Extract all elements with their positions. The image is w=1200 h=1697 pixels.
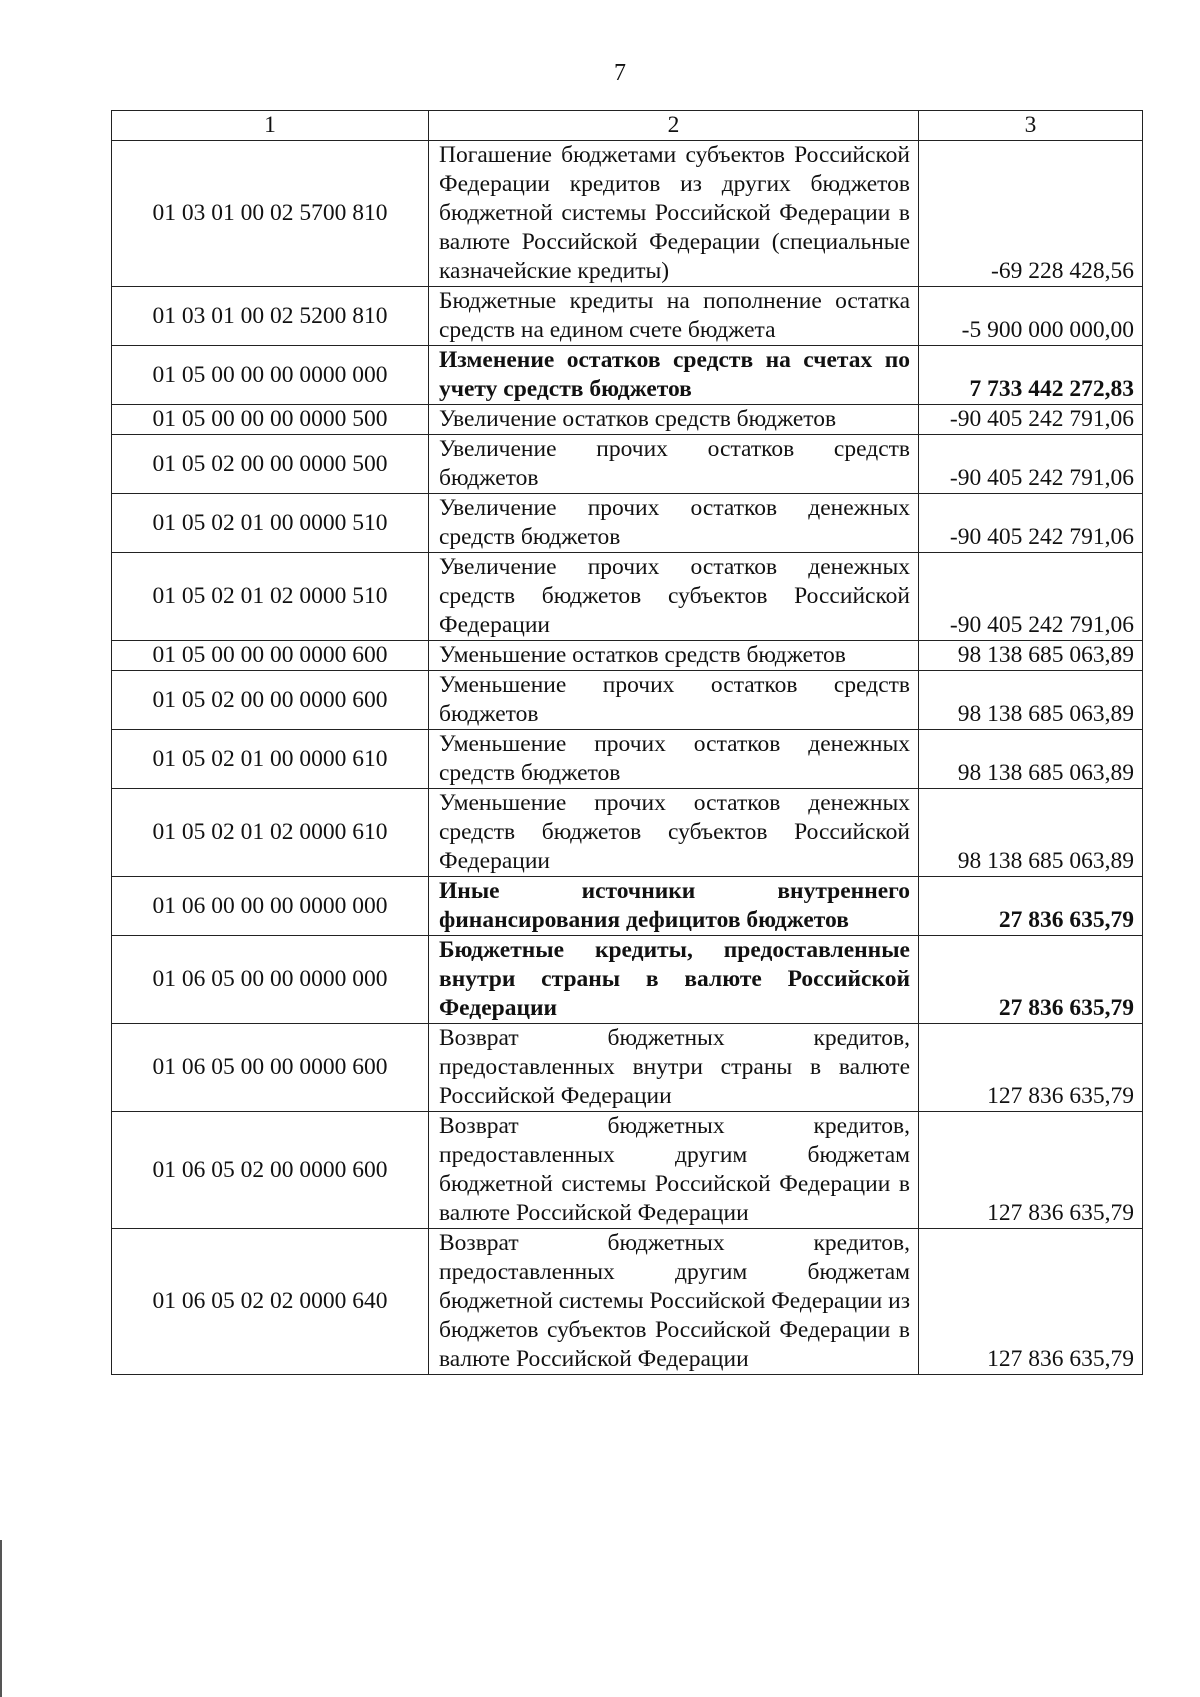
row-amount-cell: 98 138 685 063,89 xyxy=(919,789,1143,877)
row-code-cell: 01 05 00 00 00 0000 600 xyxy=(112,641,429,671)
row-name-cell: Возврат бюджетных кредитов, предоставленных внутри страны в валюте Российской Федерации xyxy=(429,1024,919,1112)
row-amount-cell: 127 836 635,79 xyxy=(919,1112,1143,1229)
row-name-cell: Изменение остатков средств на счетах по учету средств бюджетов xyxy=(429,346,919,405)
row-amount-cell: 7 733 442 272,83 xyxy=(919,346,1143,405)
row-amount-cell: -69 228 428,56 xyxy=(919,141,1143,287)
table-row xyxy=(112,1112,1143,1229)
column-header-name: 2 xyxy=(429,111,919,141)
table-row xyxy=(112,346,1143,405)
row-amount-cell: 27 836 635,79 xyxy=(919,877,1143,936)
row-name-cell: Возврат бюджетных кредитов, предоставленных другим бюджетам бюджетной системы Российской Федерации из бюджетов субъектов Российской Федерации в валюте Российской Федерации xyxy=(429,1229,919,1375)
row-amount-cell: 127 836 635,79 xyxy=(919,1024,1143,1112)
row-name-cell: Бюджетные кредиты, предоставленные внутри страны в валюте Российской Федерации xyxy=(429,936,919,1024)
row-code-cell: 01 03 01 00 02 5700 810 xyxy=(112,141,429,287)
row-amount-cell: 98 138 685 063,89 xyxy=(919,730,1143,789)
table-row xyxy=(112,287,1143,346)
scan-margin-line xyxy=(0,1540,2,1697)
row-code-cell: 01 05 02 00 00 0000 600 xyxy=(112,671,429,730)
row-code-cell: 01 03 01 00 02 5200 810 xyxy=(112,287,429,346)
row-name-cell: Увеличение прочих остатков денежных средств бюджетов субъектов Российской Федерации xyxy=(429,553,919,641)
budget-sources-table xyxy=(111,110,1143,1375)
row-amount-cell: -90 405 242 791,06 xyxy=(919,494,1143,553)
table-row xyxy=(112,553,1143,641)
row-name-cell: Уменьшение прочих остатков средств бюджетов xyxy=(429,671,919,730)
column-header-code: 1 xyxy=(112,111,429,141)
row-name-cell: Возврат бюджетных кредитов, предоставленных другим бюджетам бюджетной системы Российской Федерации в валюте Российской Федерации xyxy=(429,1112,919,1229)
table-row xyxy=(112,141,1143,287)
column-header-amount: 3 xyxy=(919,111,1143,141)
table-row xyxy=(112,730,1143,789)
table-row xyxy=(112,494,1143,553)
table-row xyxy=(112,936,1143,1024)
row-name-cell: Бюджетные кредиты на пополнение остатка средств на едином счете бюджета xyxy=(429,287,919,346)
table-row xyxy=(112,877,1143,936)
row-name-cell: Увеличение остатков средств бюджетов xyxy=(429,405,919,435)
table-row xyxy=(112,789,1143,877)
row-code-cell: 01 05 02 01 02 0000 510 xyxy=(112,553,429,641)
row-name-cell: Уменьшение остатков средств бюджетов xyxy=(429,641,919,671)
row-name-cell: Увеличение прочих остатков денежных средств бюджетов xyxy=(429,494,919,553)
table-row xyxy=(112,405,1143,435)
row-code-cell: 01 06 00 00 00 0000 000 xyxy=(112,877,429,936)
table-header-row xyxy=(112,111,1143,141)
row-code-cell: 01 06 05 02 02 0000 640 xyxy=(112,1229,429,1375)
row-code-cell: 01 06 05 00 00 0000 000 xyxy=(112,936,429,1024)
row-code-cell: 01 05 02 01 00 0000 510 xyxy=(112,494,429,553)
row-name-cell: Увеличение прочих остатков средств бюджетов xyxy=(429,435,919,494)
row-amount-cell: -5 900 000 000,00 xyxy=(919,287,1143,346)
row-amount-cell: -90 405 242 791,06 xyxy=(919,435,1143,494)
table-row xyxy=(112,435,1143,494)
row-amount-cell: 98 138 685 063,89 xyxy=(919,671,1143,730)
row-amount-cell: -90 405 242 791,06 xyxy=(919,405,1143,435)
row-code-cell: 01 05 02 00 00 0000 500 xyxy=(112,435,429,494)
table-row xyxy=(112,1024,1143,1112)
row-name-cell: Уменьшение прочих остатков денежных средств бюджетов xyxy=(429,730,919,789)
row-code-cell: 01 05 00 00 00 0000 500 xyxy=(112,405,429,435)
row-amount-cell: 127 836 635,79 xyxy=(919,1229,1143,1375)
table-body xyxy=(112,141,1143,1375)
row-amount-cell: -90 405 242 791,06 xyxy=(919,553,1143,641)
table-row xyxy=(112,671,1143,730)
row-code-cell: 01 05 02 01 00 0000 610 xyxy=(112,730,429,789)
row-code-cell: 01 05 02 01 02 0000 610 xyxy=(112,789,429,877)
row-code-cell: 01 05 00 00 00 0000 000 xyxy=(112,346,429,405)
page-number: 7 xyxy=(614,60,626,86)
row-name-cell: Иные источники внутреннего финансирования дефицитов бюджетов xyxy=(429,877,919,936)
row-code-cell: 01 06 05 00 00 0000 600 xyxy=(112,1024,429,1112)
row-name-cell: Погашение бюджетами субъектов Российской Федерации кредитов из других бюджетов бюджетной системы Российской Федерации в валюте Российской Федерации (специальные казначейские кредиты) xyxy=(429,141,919,287)
row-code-cell: 01 06 05 02 00 0000 600 xyxy=(112,1112,429,1229)
row-name-cell: Уменьшение прочих остатков денежных средств бюджетов субъектов Российской Федерации xyxy=(429,789,919,877)
table-row xyxy=(112,1229,1143,1375)
row-amount-cell: 27 836 635,79 xyxy=(919,936,1143,1024)
table-row xyxy=(112,641,1143,671)
row-amount-cell: 98 138 685 063,89 xyxy=(919,641,1143,671)
